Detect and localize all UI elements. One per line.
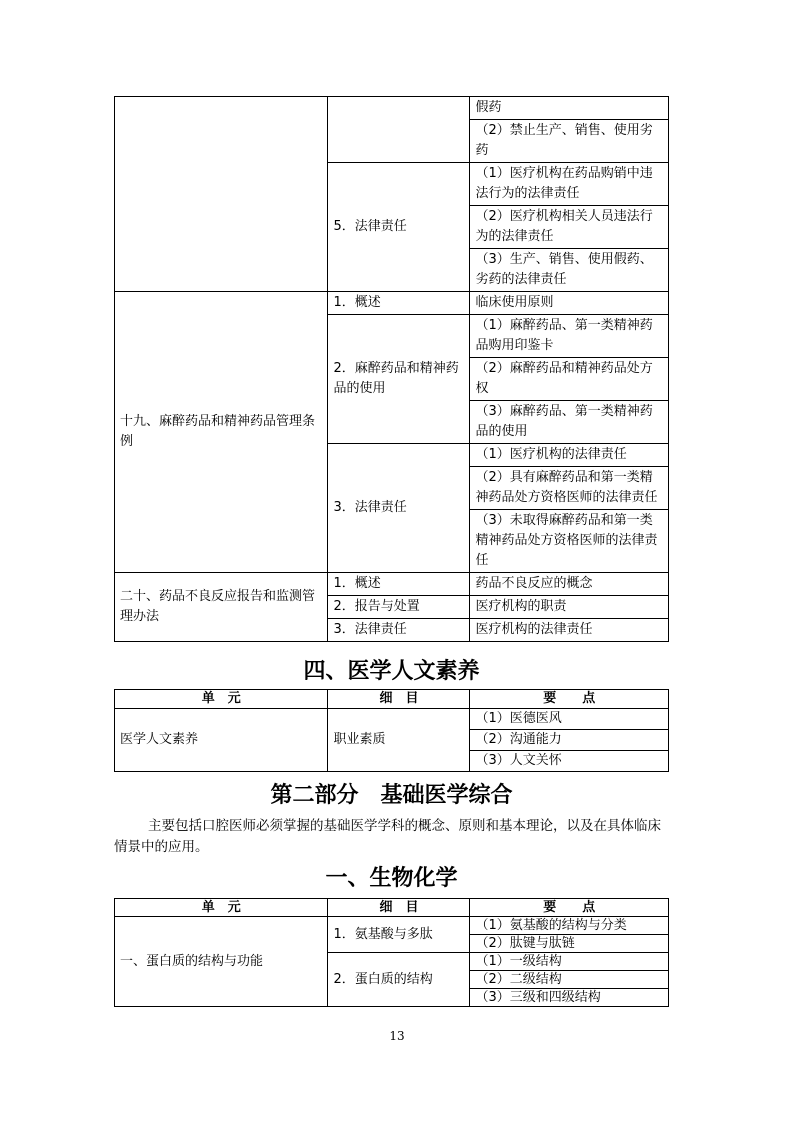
point-cell: （2）麻醉药品和精神药品处方权	[470, 358, 669, 401]
point-cell: （1）医疗机构在药品购销中违法行为的法律责任	[470, 163, 669, 206]
unit-cell: 医学人文素养	[115, 709, 328, 772]
column-header: 单 元	[115, 690, 328, 709]
point-cell: （2）肽键与肽链	[470, 935, 669, 953]
unit-cell: 一、蛋白质的结构与功能	[115, 917, 328, 1007]
point-cell: （3）麻醉药品、第一类精神药品的使用	[470, 401, 669, 444]
point-cell: （2）二级结构	[470, 971, 669, 989]
section-heading-humanities: 四、医学人文素养	[303, 658, 480, 684]
humanities-table	[114, 689, 669, 772]
point-cell: （2）禁止生产、销售、使用劣药	[470, 120, 669, 163]
page-number: 13	[389, 1029, 405, 1043]
point-cell: （2）医疗机构相关人员违法行为的法律责任	[470, 206, 669, 249]
regulations-table	[114, 96, 669, 642]
point-cell: （1）一级结构	[470, 953, 669, 971]
point-cell: 假药	[470, 97, 669, 120]
biochemistry-table	[114, 898, 669, 1007]
item-cell	[328, 97, 470, 163]
item-cell: 2．蛋白质的结构	[328, 953, 470, 1007]
section-heading-biochemistry: 一、生物化学	[325, 865, 458, 891]
column-header: 细 目	[328, 690, 470, 709]
column-header: 要 点	[470, 690, 669, 709]
unit-cell: 十九、麻醉药品和精神药品管理条例	[115, 292, 328, 573]
table-row	[115, 709, 669, 730]
column-header: 细 目	[328, 899, 470, 917]
point-cell: （3）三级和四级结构	[470, 989, 669, 1007]
point-cell: （3）人文关怀	[470, 751, 669, 772]
table-row	[115, 917, 669, 935]
table-header-row	[115, 690, 669, 709]
item-cell: 3．法律责任	[328, 619, 470, 642]
item-cell: 1．概述	[328, 573, 470, 596]
table-header-row	[115, 899, 669, 917]
column-header: 要 点	[470, 899, 669, 917]
item-cell: 5．法律责任	[328, 163, 470, 292]
point-cell: （1）氨基酸的结构与分类	[470, 917, 669, 935]
point-cell: 医疗机构的职责	[470, 596, 669, 619]
part-heading: 第二部分 基础医学综合	[270, 782, 513, 808]
point-cell: （3）未取得麻醉药品和第一类精神药品处方资格医师的法律责任	[470, 510, 669, 573]
item-cell: 2．报告与处置	[328, 596, 470, 619]
point-cell: 医疗机构的法律责任	[470, 619, 669, 642]
point-cell: （3）生产、销售、使用假药、劣药的法律责任	[470, 249, 669, 292]
part-intro: 主要包括口腔医师必须掌握的基础医学学科的概念、原则和基本理论，以及在具体临床情景中的应用。	[114, 818, 661, 855]
item-cell: 1．氨基酸与多肽	[328, 917, 470, 953]
unit-cell	[115, 97, 328, 292]
point-cell: （2）具有麻醉药品和第一类精神药品处方资格医师的法律责任	[470, 467, 669, 510]
point-cell: 药品不良反应的概念	[470, 573, 669, 596]
column-header: 单 元	[115, 899, 328, 917]
point-cell: 临床使用原则	[470, 292, 669, 315]
table-row	[115, 573, 669, 596]
item-cell: 1．概述	[328, 292, 470, 315]
table-row	[115, 292, 669, 315]
point-cell: （1）麻醉药品、第一类精神药品购用印鉴卡	[470, 315, 669, 358]
item-cell: 2．麻醉药品和精神药品的使用	[328, 315, 470, 444]
point-cell: （1）医疗机构的法律责任	[470, 444, 669, 467]
table-row	[115, 97, 669, 120]
unit-cell: 二十、药品不良反应报告和监测管理办法	[115, 573, 328, 642]
item-cell: 3．法律责任	[328, 444, 470, 573]
item-cell: 职业素质	[328, 709, 470, 772]
point-cell: （2）沟通能力	[470, 730, 669, 751]
point-cell: （1）医德医风	[470, 709, 669, 730]
